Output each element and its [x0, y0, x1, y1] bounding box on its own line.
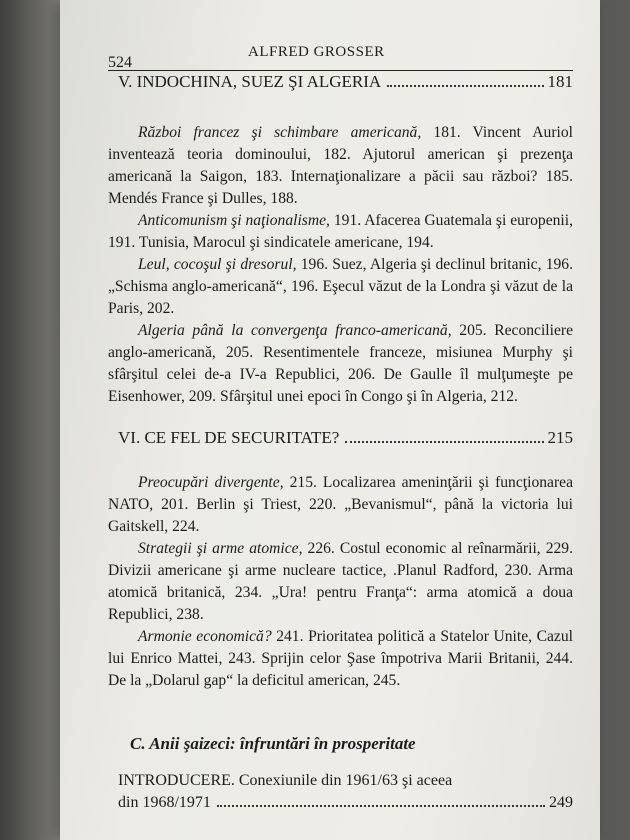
toc-paragraph [108, 254, 573, 320]
toc-paragraph [108, 122, 573, 210]
paragraph-text: 215. Localizarea ameninţării şi funcţionarea NATO, 201. Berlin şi Triest, 220. „Bevanismul“, până la victoria lui Gaitskell, 224. [108, 474, 573, 535]
page-number: 524 [108, 54, 132, 71]
paragraph-heading: Leul, cocoşul şi dresorul, [138, 256, 297, 273]
paragraph-text: 191. Afacerea Guatemala şi europenii, 191. Tunisia, Marocul şi sindicatele americane, 194. [108, 212, 573, 251]
intro-title-line2: din 1968/1971 [118, 794, 211, 811]
paragraph-heading: Armonie economică? [138, 628, 272, 645]
chapter-title: VI. CE FEL DE SECURITATE? [118, 428, 340, 447]
dot-leader [345, 441, 543, 443]
paragraph-heading: Război francez şi schimbare americană, [138, 124, 422, 141]
book-page [60, 0, 600, 840]
toc-paragraph [108, 320, 573, 408]
paragraph-heading: Preocupări divergente, [138, 474, 284, 491]
intro-page: 249 [549, 794, 573, 811]
dot-leader [387, 85, 543, 87]
toc-entry-introduction [118, 770, 573, 814]
running-title: ALFRED GROSSER [248, 44, 385, 60]
chapter-page: 181 [547, 72, 573, 91]
dot-leader [217, 805, 545, 807]
paragraph-heading: Strategii şi arme atomice, [138, 540, 303, 557]
paragraph-text: 205. Reconciliere anglo-americană, 205. Resentimentele franceze, misiunea Murphy şi sfârşitul celei de-a IV-a Republici, 206. De Gaulle îl mulţumeşte pe Eisenhower, 209. Sfârşitul unei epoci în Congo şi în Algeria, 212. [108, 322, 573, 405]
chapter-page: 215 [547, 428, 573, 447]
toc-paragraph [108, 626, 573, 692]
running-header [108, 40, 573, 71]
toc-entry-chapter-vi [118, 428, 573, 448]
toc-paragraph [108, 472, 573, 538]
paragraph-text: 181. Vincent Auriol inventează teoria dominoului, 182. Ajutorul american şi prezenţa americană la Saigon, 183. Internaţionalizare a păcii sau război? 185. Mendés France şi Dulles, 188. [108, 124, 573, 207]
toc-paragraph [108, 538, 573, 626]
toc-paragraph [108, 210, 573, 254]
intro-title-line1: INTRODUCERE. Conexiunile din 1961/63 şi aceea [118, 772, 453, 789]
paragraph-text: 226. Costul economic al reînarmării, 229. Divizii americane şi arme nucleare tactice, .Planul Radford, 230. Arma atomică britanică, 234. „Ura! pentru Franţa“: arma atomică a doua Republici, 238. [108, 540, 573, 623]
paragraph-text: 196. Suez, Algeria şi declinul britanic, 196. „Schisma anglo-americană“, 196. Eşecul văzut de la Londra şi văzut de la Paris, 202. [108, 256, 573, 317]
toc-entry-chapter-v [118, 72, 573, 92]
chapter-title: V. INDOCHINA, SUEZ ŞI ALGERIA [118, 72, 382, 91]
book-spine-shadow [0, 0, 60, 840]
paragraph-text: 241. Prioritatea politică a Statelor Unite, Cazul lui Enrico Mattei, 243. Sprijin celor Şase împotriva Marii Britanii, 244. De la „Dolarul gap“ la deficitul american, 245. [108, 628, 573, 689]
paragraph-heading: Algeria până la convergenţa franco-americană, [138, 322, 452, 339]
section-heading: C. Anii şaizeci: înfruntări în prosperitate [130, 734, 416, 753]
paragraph-heading: Anticomunism şi naţionalisme, [138, 212, 330, 229]
